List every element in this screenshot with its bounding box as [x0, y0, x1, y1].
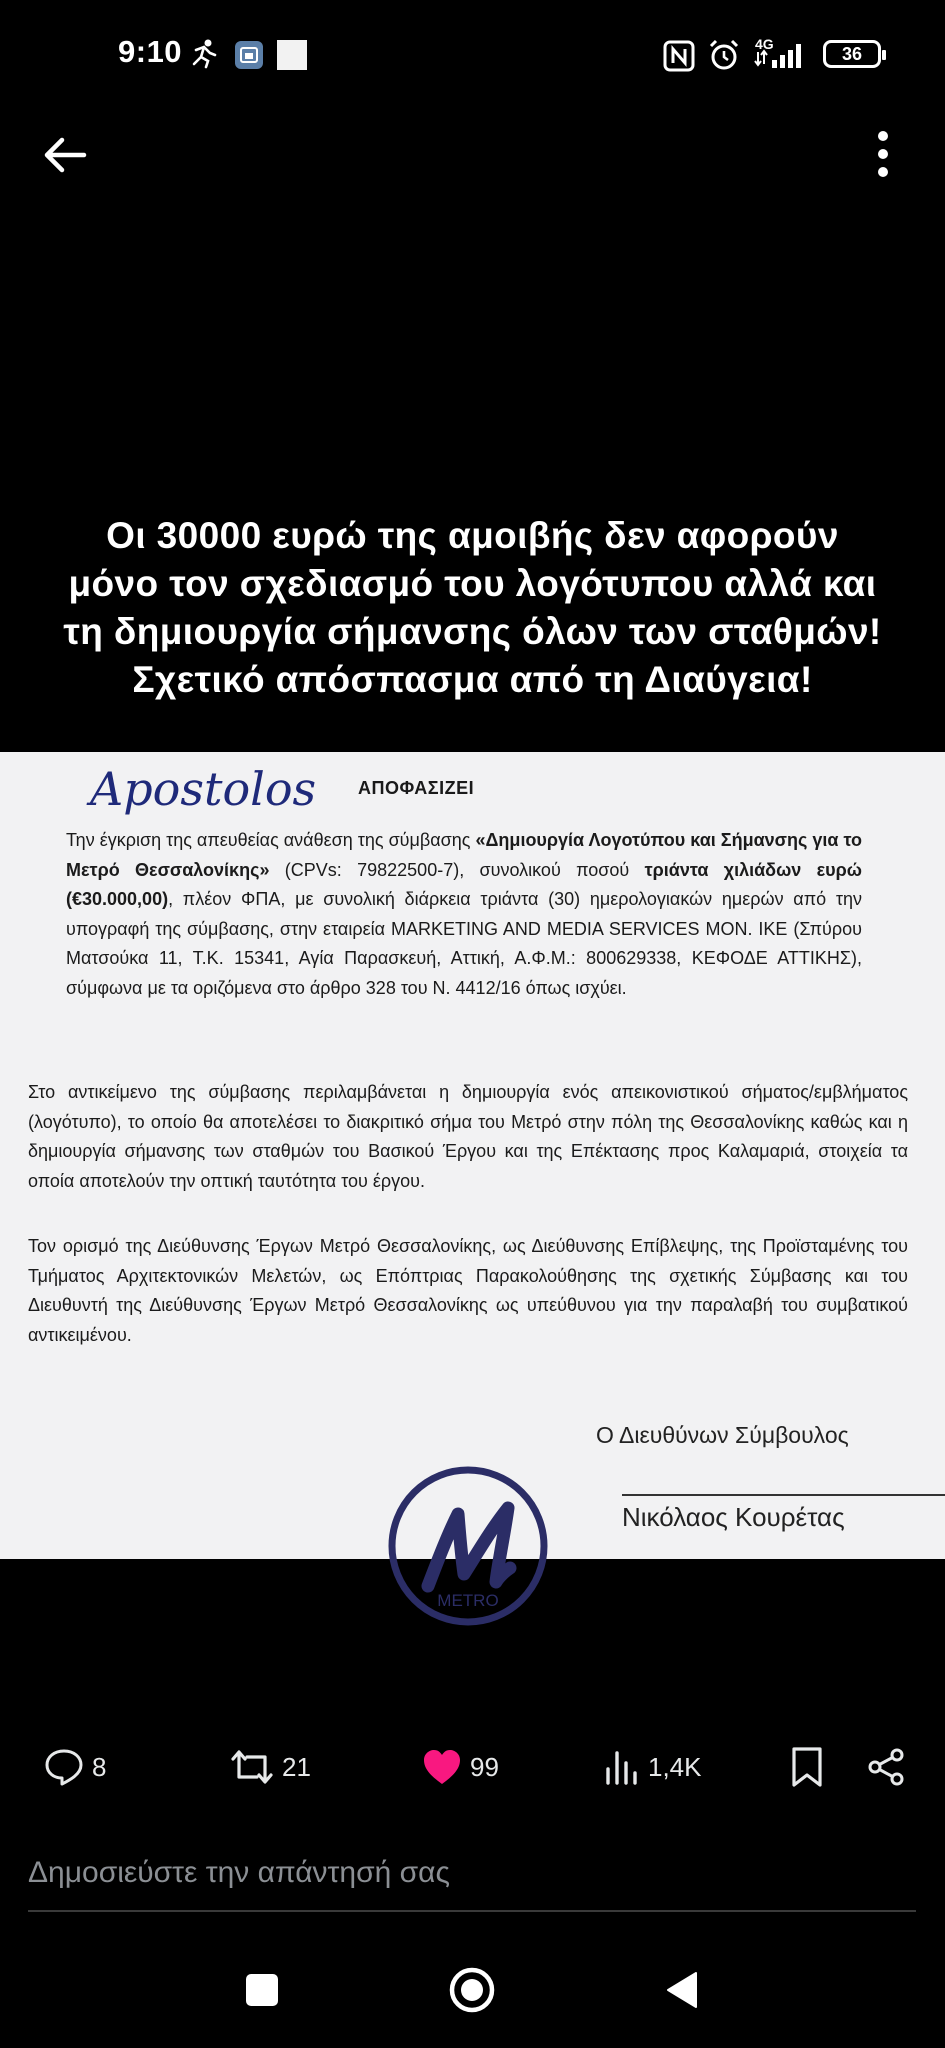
p1-text-a: Την έγκριση της απευθείας ανάθεση της σύμβασης	[66, 830, 476, 850]
signature-line	[622, 1494, 945, 1496]
views-chart-icon	[604, 1747, 640, 1787]
share-button[interactable]	[866, 1742, 906, 1792]
running-person-icon	[188, 38, 220, 68]
gallery-notification-icon	[234, 40, 264, 70]
battery-level: 36	[841, 44, 863, 64]
nfc-icon	[663, 40, 695, 72]
nav-back-button[interactable]	[664, 1970, 700, 2015]
metro-logo-icon	[386, 1464, 551, 1629]
views-button[interactable]	[604, 1742, 702, 1792]
signer-role: Ο Διευθύνων Σύμβουλος	[596, 1422, 849, 1448]
alarm-icon	[707, 38, 741, 72]
repost-icon	[230, 1747, 274, 1787]
like-button[interactable]	[422, 1742, 499, 1792]
heart-icon	[422, 1748, 462, 1786]
document-paragraph-2: Στο αντικείμενο της σύμβασης περιλαμβάνεται η δημιουργία ενός απεικονιστικού σήματος/εμβλήματος (λογότυπο), το οποίο θα αποτελέσει το διακριτικό σήμα του Μετρό στην πόλη της Θεσσαλονίκης καθώς και η δημιουργία σήμανσης των σταθμών του Βασικού Έργου και της Επέκτασης προς Καλαμαριά, στοιχεία τα οποία αποτελούν την οπτική ταυτότητα του έργου.	[28, 1082, 908, 1191]
home-circle-icon	[448, 1966, 496, 2014]
square-icon	[244, 1972, 280, 2008]
reply-divider	[28, 1910, 916, 1912]
signal-icon	[752, 38, 812, 70]
caption-line: τη δημιουργία σήμανσης όλων των σταθμών!	[63, 611, 882, 652]
reply-input[interactable]: Δημοσιεύστε την απάντησή σας	[28, 1856, 450, 1889]
bookmark-button[interactable]	[790, 1742, 824, 1792]
document-paragraph-3: Τον ορισμό της Διεύθυνσης Έργων Μετρό Θεσσαλονίκης, ως Διεύθυνσης Επίβλεψης, της Προϊσταμένης του Τμήματος Αρχιτεκτονικών Μελετών, ως Επόπτριας Παρακολούθησης της σχετικής Σύμβασης και του Διευθυντή της Διεύθυνσης Έργων Μετρό Θεσσαλονίκης ως υπεύθυνου για την παραλαβή του συμβατικού αντικειμένου.	[28, 1236, 908, 1345]
p1-bold-amount: τριάντα χιλιάδων ευρώ (€30.000,00)	[66, 859, 863, 910]
more-vertical-icon	[870, 128, 896, 184]
post-image-document[interactable]	[0, 752, 945, 1610]
notification-square-icon	[277, 40, 307, 70]
p1-bold-title: «Δημιουργία Λογοτύπου και Σήμανσης για το Μετρό Θεσσαλονίκης»	[66, 830, 862, 880]
more-options-button[interactable]	[870, 128, 896, 184]
p1-text-b: (CPVs: 79822500-7), συνολικού ποσού	[269, 859, 645, 880]
repost-button[interactable]	[230, 1742, 311, 1792]
views-count: 1,4K	[648, 1751, 702, 1782]
like-count: 99	[470, 1751, 499, 1782]
caption-line: Οι 30000 ευρώ της αμοιβής δεν αφορούν	[106, 515, 839, 556]
signer-name: Νικόλαος Κουρέτας	[622, 1502, 845, 1532]
status-time: 9:10	[118, 34, 183, 69]
caption-line: Σχετικό απόσπασμα από τη Διαύγεια!	[132, 659, 813, 700]
document-paragraph-1	[66, 826, 862, 1004]
network-type: 4G	[755, 36, 774, 52]
back-button[interactable]	[40, 130, 100, 180]
comment-icon	[44, 1747, 84, 1787]
signature: Apostolos	[90, 762, 317, 816]
metro-logo	[386, 1464, 551, 1629]
reply-count: 8	[92, 1751, 107, 1782]
caption-line: μόνο τον σχεδιασμό του λογότυπου αλλά και	[68, 563, 877, 604]
metro-logo-text: METRO	[437, 1591, 499, 1610]
p1-text-c: , πλέον ΦΠΑ, με συνολική διάρκεια τριάντα (30) ημερολογιακών ημερών από την υπογραφή της σύμβασης, στην εταιρεία MARKETING AND MEDIA SERVICES MON. IKE (Σπύρου Ματσούκα 11, Τ.Κ. 15341, Αγία Παρασκευή, Αττική, Α.Φ.Μ.: 800629338, ΚΕΦΟΔΕ ΑΤΤΙΚΗΣ), σύμφωνα με τα οριζόμενα στο άρθρο 328 του Ν. 4412/16 όπως ισχύει.	[66, 889, 862, 998]
battery-icon	[823, 40, 881, 68]
triangle-back-icon	[664, 1970, 700, 2010]
reply-button[interactable]	[44, 1742, 106, 1792]
recent-apps-button[interactable]	[244, 1972, 280, 2013]
bookmark-icon	[790, 1746, 824, 1788]
document-heading: ΑΠΟΦΑΣΙΖΕΙ	[358, 778, 475, 798]
repost-count: 21	[282, 1751, 311, 1782]
share-icon	[866, 1747, 906, 1787]
back-arrow-icon	[40, 130, 90, 180]
home-button[interactable]	[448, 1966, 496, 2019]
post-caption	[0, 512, 945, 704]
